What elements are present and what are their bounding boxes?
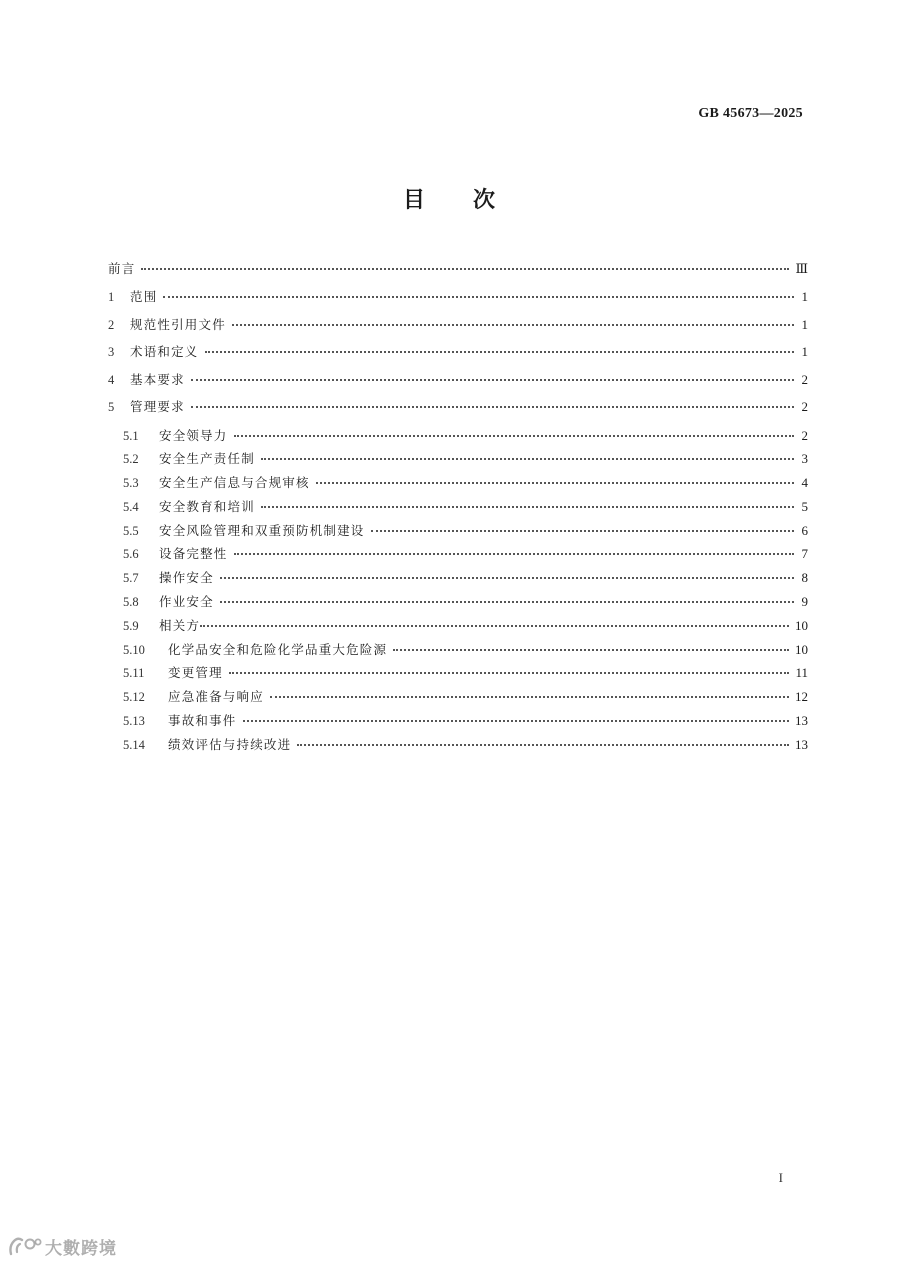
table-of-contents (108, 259, 808, 758)
toc-number: 5.7 (123, 571, 139, 586)
toc-number: 5.6 (123, 547, 139, 562)
toc-label: 安全领导力 (159, 427, 228, 443)
toc-entry-2[interactable] (108, 315, 808, 343)
toc-page-number: 6 (801, 522, 808, 538)
toc-number: 5.5 (123, 523, 139, 538)
dot-leader (191, 405, 794, 408)
toc-number: 5.1 (123, 428, 139, 443)
toc-label: 应急准备与响应 (168, 689, 264, 705)
toc-entry-5[interactable] (108, 397, 808, 425)
dot-leader (191, 378, 794, 381)
toc-entry-5-13[interactable] (108, 710, 808, 734)
toc-label: 事故和事件 (168, 713, 237, 729)
toc-label: 化学品安全和危险化学品重大危险源 (168, 641, 388, 657)
toc-number: 5.11 (123, 666, 145, 681)
toc-page-number: 2 (801, 399, 808, 414)
toc-page-number: 3 (801, 451, 808, 467)
toc-label: 安全风险管理和双重预防机制建设 (159, 522, 365, 538)
toc-number: 5.13 (123, 714, 145, 729)
brand-logo-icon (8, 1236, 42, 1258)
toc-label: 术语和定义 (130, 344, 199, 359)
toc-entry-preface[interactable] (108, 259, 808, 287)
dot-leader (232, 323, 794, 326)
dot-leader (270, 695, 789, 698)
toc-title (0, 183, 900, 214)
standard-number: GB 45673—2025 (698, 106, 803, 121)
toc-label: 安全教育和培训 (159, 498, 255, 514)
toc-label: 管理要求 (130, 399, 185, 414)
toc-page-number: 7 (801, 546, 808, 562)
toc-page-number: 5 (801, 498, 808, 514)
toc-number: 5 (108, 400, 115, 414)
toc-label: 变更管理 (168, 665, 223, 681)
toc-label: 规范性引用文件 (130, 316, 226, 332)
toc-label: 作业安全 (159, 594, 214, 610)
toc-page-number: 1 (801, 316, 808, 332)
toc-entry-3[interactable] (108, 342, 808, 370)
toc-entry-5-2[interactable] (108, 448, 808, 472)
toc-number: 5.9 (123, 618, 139, 633)
dot-leader (393, 648, 789, 651)
dot-leader (200, 624, 789, 627)
toc-number: 2 (108, 317, 115, 332)
toc-label: 安全生产信息与合规审核 (159, 475, 310, 491)
toc-page-number: 10 (795, 641, 808, 657)
watermark-text: 大數跨境 (45, 1239, 117, 1259)
toc-label: 安全生产责任制 (159, 451, 255, 467)
toc-number: 5.10 (123, 642, 145, 657)
toc-entry-5-7[interactable] (108, 567, 808, 591)
toc-entry-5-14[interactable] (108, 734, 808, 758)
toc-label: 操作安全 (159, 570, 214, 586)
toc-page-number: 4 (801, 475, 808, 491)
toc-label: 相关方 (159, 617, 201, 633)
toc-page-number: 13 (795, 736, 808, 752)
toc-entry-5-4[interactable] (108, 496, 808, 520)
toc-page-number: 13 (795, 713, 808, 729)
toc-page-number: Ⅲ (795, 261, 808, 276)
toc-page-number: 2 (801, 427, 808, 443)
dot-leader (261, 457, 794, 460)
dot-leader (297, 743, 789, 746)
toc-entry-5-6[interactable] (108, 543, 808, 567)
title-char-2: 次 (473, 188, 498, 213)
dot-leader (234, 552, 794, 555)
toc-number: 4 (108, 372, 115, 387)
dot-leader (371, 529, 794, 532)
toc-label: 绩效评估与持续改进 (168, 736, 292, 752)
toc-label: 范围 (130, 289, 158, 304)
toc-number: 5.8 (123, 595, 139, 610)
dot-leader (163, 295, 794, 298)
toc-number: 5.2 (123, 452, 139, 467)
toc-page-number: 12 (795, 689, 808, 705)
dot-leader (141, 267, 789, 270)
dot-leader (261, 505, 794, 508)
toc-label: 基本要求 (130, 371, 185, 387)
toc-page-number: 11 (795, 665, 808, 681)
toc-entry-1[interactable] (108, 287, 808, 315)
toc-number: 5.12 (123, 690, 145, 705)
toc-entry-4[interactable] (108, 370, 808, 398)
dot-leader (205, 350, 794, 353)
toc-page-number: 10 (795, 617, 808, 633)
toc-label: 前言 (108, 261, 136, 276)
dot-leader (234, 434, 794, 437)
toc-number: 5.14 (123, 737, 145, 752)
dot-leader (243, 719, 789, 722)
toc-entry-5-1[interactable] (108, 425, 808, 449)
toc-entry-5-11[interactable] (108, 662, 808, 686)
toc-entry-5-10[interactable] (108, 639, 808, 663)
toc-entry-5-5[interactable] (108, 520, 808, 544)
toc-number: 5.4 (123, 499, 139, 514)
toc-entry-5-8[interactable] (108, 591, 808, 615)
toc-entry-5-12[interactable] (108, 686, 808, 710)
toc-number: 3 (108, 345, 115, 359)
toc-page-number: 9 (801, 594, 808, 610)
dot-leader (220, 576, 794, 579)
page-number-footer: I (778, 1170, 783, 1185)
toc-number: 5.3 (123, 476, 139, 491)
toc-page-number: 1 (801, 289, 808, 304)
toc-page-number: 8 (801, 570, 808, 586)
dot-leader (220, 600, 794, 603)
toc-page-number: 1 (801, 344, 808, 359)
dot-leader (316, 481, 794, 484)
watermark (8, 1234, 117, 1259)
dot-leader (229, 671, 790, 674)
toc-number: 1 (108, 290, 115, 304)
toc-entry-5-3[interactable] (108, 472, 808, 496)
toc-page-number: 2 (801, 371, 808, 387)
title-char-1: 目 (402, 188, 427, 213)
toc-label: 设备完整性 (159, 546, 228, 562)
toc-entry-5-9[interactable] (108, 615, 808, 639)
